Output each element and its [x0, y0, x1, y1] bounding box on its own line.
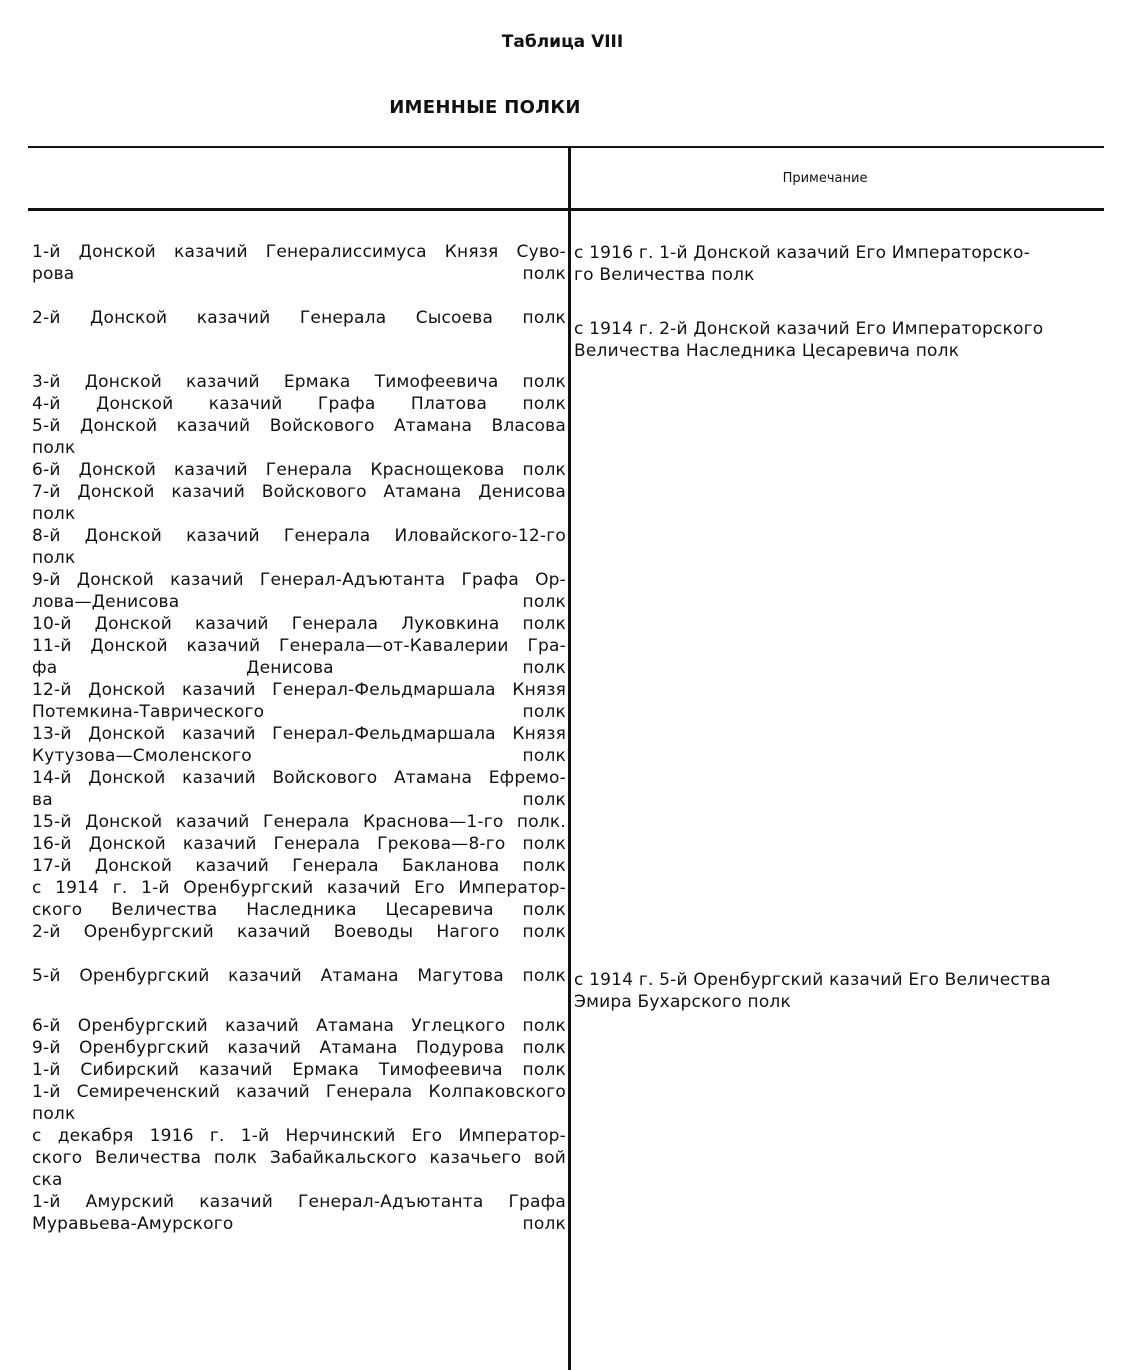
row-3-names-line: 11-й Донской казачий Генерала—от-Кавалерии Гра-	[32, 636, 566, 656]
row-3-names-line: лова—Денисова полк	[32, 592, 566, 612]
row-4-note-line: Эмира Бухарского полк	[574, 992, 791, 1012]
row-4-note-line: с 1914 г. 5-й Оренбургский казачий Его Величества	[574, 970, 1051, 990]
row-3-names-line: 14-й Донской казачий Войскового Атамана Ефремо-	[32, 768, 566, 788]
row-5-names-line: Муравьева-Амурского полк	[32, 1214, 566, 1234]
row-1-note-line: го Величества полк	[574, 265, 755, 285]
row-3-names-line: с 1914 г. 1-й Оренбургский казачий Его Император-	[32, 878, 566, 898]
row-5-names-line: с декабря 1916 г. 1-й Нерчинский Его Император-	[32, 1126, 566, 1146]
row-5-names-line: 9-й Оренбургский казачий Атамана Подурова полк	[32, 1038, 566, 1058]
row-3-names-line: 15-й Донской казачий Генерала Краснова—1-го полк.	[32, 812, 566, 832]
row-3-names-line: 4-й Донской казачий Графа Платова полк	[32, 394, 566, 414]
row-3-names-line: 17-й Донской казачий Генерала Бакланова полк	[32, 856, 566, 876]
row-1-name-line: 1-й Донской казачий Генералиссимуса Князя Суво-	[32, 242, 566, 262]
row-4-note	[574, 969, 1106, 1013]
row-2-note	[574, 318, 1106, 362]
row-1-name-line: рова полк	[32, 264, 566, 284]
row-3-names-line: полк	[32, 548, 76, 568]
row-3-names-line: 9-й Донской казачий Генерал-Адъютанта Графа Ор-	[32, 570, 566, 590]
row-3-names-line: 10-й Донской казачий Генерала Луковкина полк	[32, 614, 566, 634]
row-3-names-line: Кутузова—Смоленского полк	[32, 746, 566, 766]
row-3-names	[32, 371, 566, 943]
row-1-note	[574, 242, 1106, 286]
row-2-note-line: Величества Наследника Цесаревича полк	[574, 341, 960, 361]
row-3-names-line: ского Величества Наследника Цесаревича полк	[32, 900, 566, 920]
table-top-rule	[28, 146, 1104, 148]
row-3-names-line: 12-й Донской казачий Генерал-Фельдмаршала Князя	[32, 680, 566, 700]
row-1-note-line: с 1916 г. 1-й Донской казачий Его Императорско-	[574, 243, 1030, 263]
row-5-names-line: ска	[32, 1170, 63, 1190]
column-header-note: Примечание	[782, 171, 868, 186]
row-3-names-line: полк	[32, 504, 76, 524]
row-5-names-line: ского Величества полк Забайкальского казачьего вой	[32, 1148, 566, 1168]
row-4-name	[32, 965, 566, 987]
table-title: ИМЕННЫЕ ПОЛКИ	[389, 97, 581, 118]
row-5-names-line: 6-й Оренбургский казачий Атамана Углецкого полк	[32, 1016, 566, 1036]
row-3-names-line: 6-й Донской казачий Генерала Краснощекова полк	[32, 460, 566, 480]
row-3-names-line: фа Денисова полк	[32, 658, 566, 678]
row-5-names-line: полк	[32, 1104, 76, 1124]
row-2-name-line: 2-й Донской казачий Генерала Сысоева полк	[32, 308, 566, 328]
row-3-names-line: 7-й Донской казачий Войскового Атамана Денисова	[32, 482, 566, 502]
row-3-names-line: 13-й Донской казачий Генерал-Фельдмаршала Князя	[32, 724, 566, 744]
table-header-rule	[28, 208, 1104, 211]
row-5-names-line: 1-й Амурский казачий Генерал-Адъютанта Графа	[32, 1192, 566, 1212]
row-5-names-line: 1-й Сибирский казачий Ермака Тимофеевича полк	[32, 1060, 566, 1080]
row-2-note-line: с 1914 г. 2-й Донской казачий Его Императорского	[574, 319, 1044, 339]
row-3-names-line: 3-й Донской казачий Ермака Тимофеевича полк	[32, 372, 566, 392]
row-3-names-line: ва полк	[32, 790, 566, 810]
table-label: Таблица VIII	[501, 32, 624, 52]
row-5-names-line: 1-й Семиреченский казачий Генерала Колпаковского	[32, 1082, 566, 1102]
row-1-name	[32, 241, 566, 285]
row-3-names-line: 8-й Донской казачий Генерала Иловайского-12-го	[32, 526, 566, 546]
row-5-names	[32, 1015, 566, 1235]
row-3-names-line: 5-й Донской казачий Войскового Атамана Власова	[32, 416, 566, 436]
row-3-names-line: полк	[32, 438, 76, 458]
row-3-names-line: 2-й Оренбургский казачий Воеводы Нагого полк	[32, 922, 566, 942]
column-divider	[568, 148, 571, 1370]
row-2-name	[32, 307, 566, 329]
row-4-name-line: 5-й Оренбургский казачий Атамана Магутова полк	[32, 966, 566, 986]
row-3-names-line: Потемкина-Таврического полк	[32, 702, 566, 722]
row-3-names-line: 16-й Донской казачий Генерала Грекова—8-го полк	[32, 834, 566, 854]
